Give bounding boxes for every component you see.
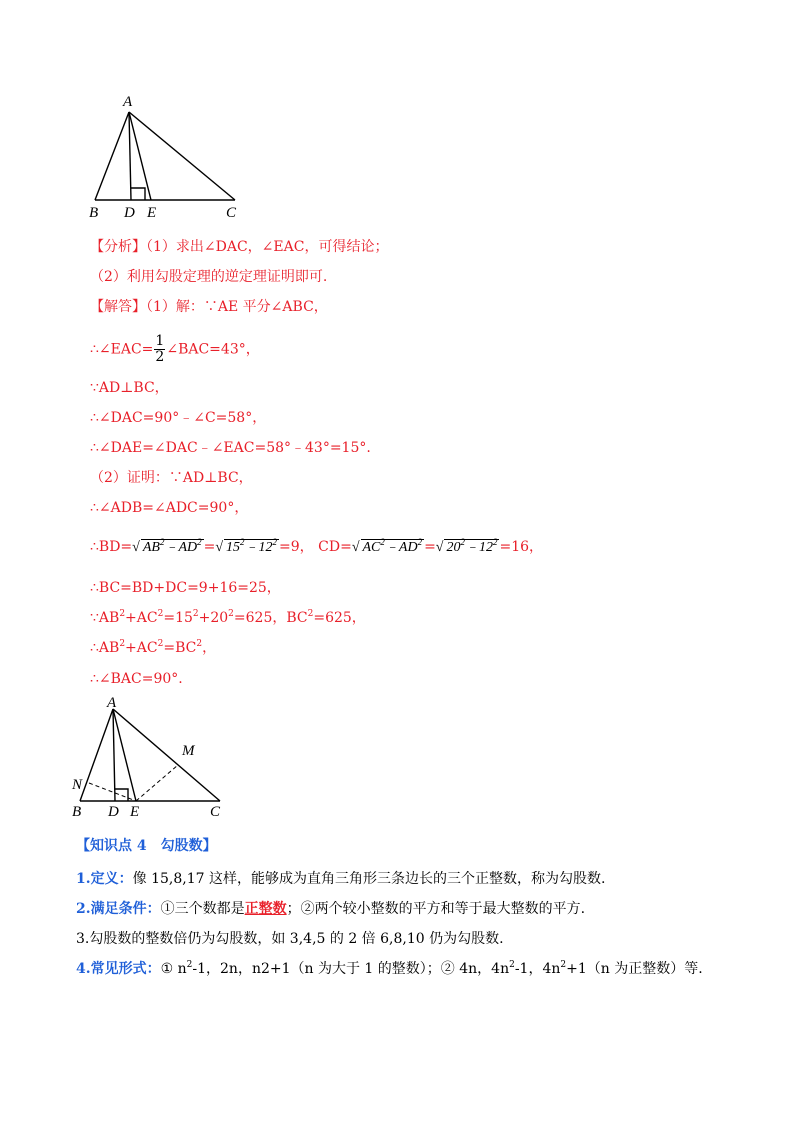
knowledge-heading: 【知识点 4 勾股数】 [76,838,217,854]
radical-bd: √ $AB^2﹣AD^2$ [132,537,202,555]
solution-line-9: ∴BC=BD+DC=9+16=25， [90,580,281,596]
label-b: B [89,205,99,221]
analysis-line-1: 【分析】（1）求出∠DAC，∠EAC，可得结论； [90,239,389,255]
label-d: D [108,804,119,820]
label-c: C [226,205,237,221]
label-n: N [72,777,83,793]
radical-cd-values: √ $20^2﹣12^2$ [435,537,498,555]
triangle-figure-1 [85,92,255,224]
solution-line-12: ∴∠BAC=90°. [90,671,183,687]
solution-line-2: ∴∠EAC= $\frac{1}{2}$ ∠BAC=43°， [90,333,260,365]
label-e: E [147,205,157,221]
label-m: M [182,743,195,759]
radical-bd-values: √ $15^2﹣12^2$ [215,537,278,555]
radical-cd: √ $AC^2﹣AD^2$ [351,537,423,555]
label-e: E [130,804,140,820]
label-c: C [210,804,221,820]
label-a: A [107,695,117,711]
knowledge-condition: 2.满足条件：①三个数都是正整数；②两个较小整数的平方和等于最大整数的平方. [76,901,586,917]
solution-line-7: ∴∠ADB=∠ADC=90°， [90,500,249,516]
knowledge-multiple: 3.勾股数的整数倍仍为勾股数，如 3,4,5 的 2 倍 6,8,10 仍为勾股数. [76,931,504,947]
label-b: B [72,804,82,820]
solution-line-3: ∵AD⊥BC， [90,380,169,396]
solution-line-5: ∴∠DAE=∠DAC﹣∠EAC=58°﹣43°=15°. [90,440,371,456]
label-d: D [124,205,135,221]
fraction-half: $\frac{1}{2}$ [155,333,165,365]
solution-line-10: $\because AB^2+AC^2=15^2+20^2=625$，$BC^2=625$， [90,609,366,626]
solution-line-11: $\therefore AB^2+AC^2=BC^2$， [90,639,217,656]
knowledge-forms: 4.常见形式：① $n^2-1$，2n，n2+1（n 为大于 1 的整数）；② 4n，$4n^2-1$，$4n^2+1(n$ 为正整数）等. [76,960,703,977]
solution-line-4: ∴∠DAC=90°﹣∠C=58°， [90,410,267,426]
triangle-figure-2 [68,693,238,823]
knowledge-definition: 1.定义：像 15,8,17 这样，能够成为直角三角形三条边长的三个正整数，称为勾股数. [76,871,606,887]
label-a: A [123,94,133,110]
solution-line-1: 【解答】（1）解：∵AE 平分∠ABC， [90,299,328,315]
solution-line-6: （2）证明：∵AD⊥BC， [90,470,253,486]
analysis-line-2: （2）利用勾股定理的逆定理证明即可. [90,269,328,285]
solution-line-8: ∴BD=√ $AB^2﹣AD^2$ =√ $15^2﹣12^2 =9$， CD=√ $AC^2﹣AD^2$ =√ $20^2﹣12^2 =16$， [90,537,544,555]
